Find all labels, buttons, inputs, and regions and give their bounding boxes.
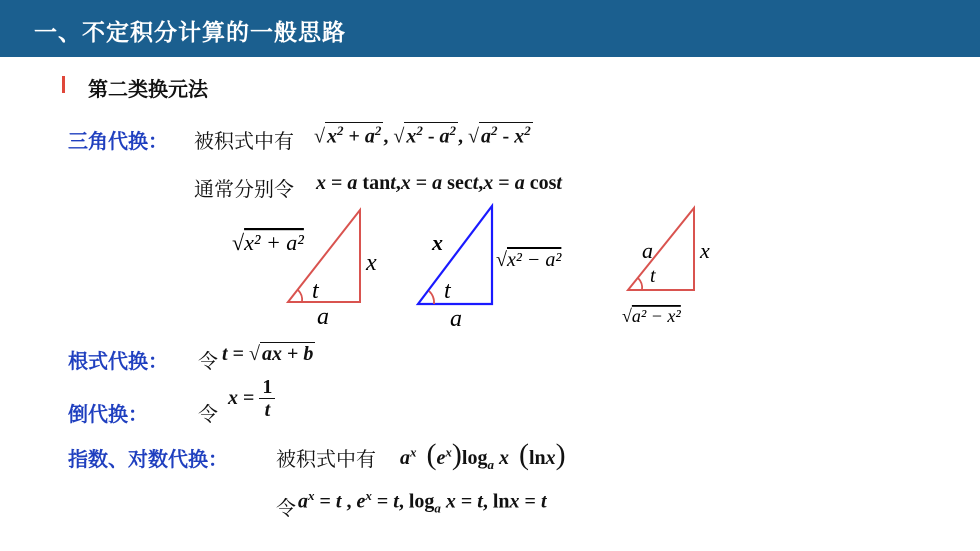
explog-subs: $a^x = t$ , $e^x = t$, $\log_a x = t$, lnx = t [298,488,547,516]
radical-ling: 令 [198,349,218,373]
tri2-hyp: x [432,230,443,255]
tri2-opp: √x² − a² [496,249,562,271]
trig-label: 三角代换： [68,129,168,153]
radical-label: 根式代换： [68,349,168,373]
page-title: 一、不定积分计算的一般思路 [34,20,346,46]
triangle-cos [622,208,710,326]
section-bullet [62,76,65,93]
triangle-sec [418,206,562,330]
trig-radicals: √ $x^2 + a^2$ , √ $x^2 - a^2$ , √ $a^2 - x^2$ [314,123,531,148]
tri3-opp: x [700,238,710,263]
reciprocal-ling: 令 [198,402,218,426]
tri2-angle: t [444,278,451,304]
reciprocal-expr: x = $\frac{1}{t}$ [228,376,275,421]
header-bar [0,0,980,57]
tri3-hyp: a [642,238,653,263]
reciprocal-num: 1 [259,376,275,399]
radical-expr: t = √ ax + b [222,343,314,365]
trig-usual: 通常分别令 [194,177,294,201]
explog-ling: 令 [276,496,296,520]
explog-items: $a^x$ $(e^x)\log_a$ x (lnx) [400,438,566,472]
triangle-diagrams [222,198,722,330]
tri1-opp: x [366,250,377,276]
tri3-angle: t [650,265,656,287]
trig-substitutions: x = a tant,x = a sect,x = a cost [316,172,562,194]
triangle-tan [232,210,377,330]
trig-intro: 被积式中有 [194,129,294,153]
reciprocal-label: 倒代换： [68,402,148,426]
explog-intro: 被积式中有 [276,447,376,471]
explog-label: 指数、对数代换： [68,447,228,471]
reciprocal-den: t [264,399,271,421]
tri1-hyp: √x² + a² [232,230,304,255]
tri1-angle: t [312,278,319,304]
tri2-adj: a [450,306,462,330]
tri1-adj: a [317,304,329,330]
tri3-adj: √a² − x² [622,306,681,326]
section-title: 第二类换元法 [88,77,208,101]
